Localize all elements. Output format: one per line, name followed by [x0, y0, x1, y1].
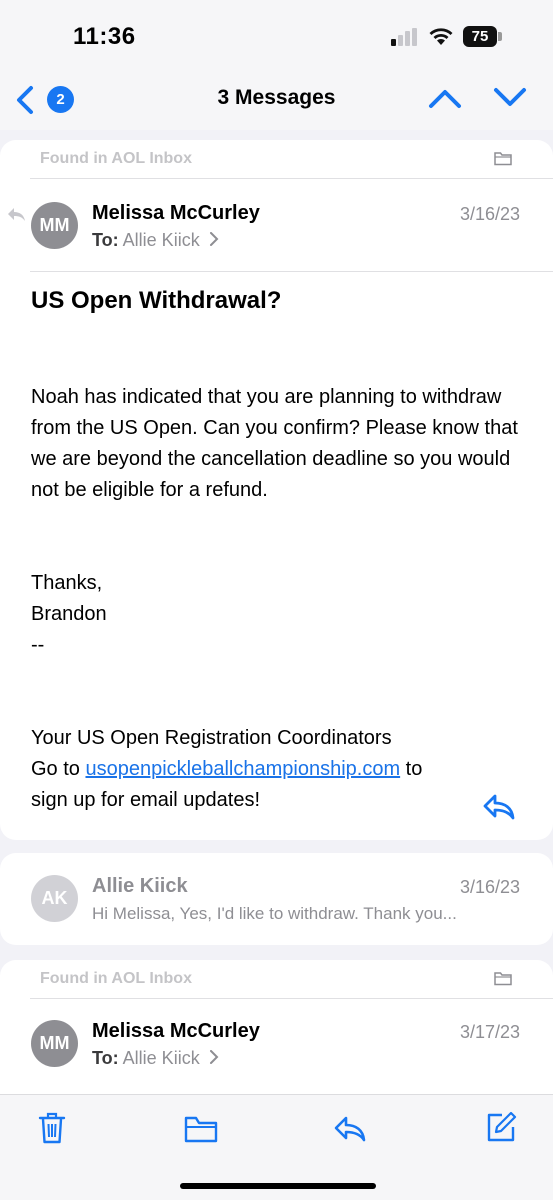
reply-icon[interactable] — [333, 1115, 367, 1143]
found-in-label: Found in AOL Inbox — [40, 970, 192, 987]
email-signoff: Thanks, Brandon -- — [31, 572, 107, 656]
to-label: To: — [92, 1048, 119, 1068]
trash-icon[interactable] — [37, 1111, 67, 1145]
recipient-name: Allie Kiick — [122, 1048, 200, 1068]
sender-name[interactable]: Allie Kiick — [92, 875, 188, 897]
cellular-signal-icon — [391, 28, 419, 46]
nav-bar — [0, 70, 553, 130]
message-card-partial[interactable] — [0, 960, 553, 1095]
folder-move-icon[interactable] — [184, 1115, 218, 1143]
compose-icon[interactable] — [485, 1111, 517, 1143]
message-date: 3/16/23 — [459, 877, 520, 897]
chevron-down-icon[interactable] — [493, 86, 527, 110]
wifi-icon — [428, 26, 454, 46]
message-card-expanded — [0, 140, 553, 840]
email-footer — [31, 692, 531, 816]
battery-indicator: 75 — [463, 26, 497, 47]
folder-icon[interactable] — [494, 151, 512, 166]
sender-name[interactable]: Melissa McCurley — [92, 1020, 260, 1042]
footer-line: Your US Open Registration Coordinators — [31, 727, 392, 749]
unread-badge[interactable]: 2 — [47, 86, 74, 113]
chevron-up-icon[interactable] — [428, 86, 462, 110]
footer-after-link: to — [400, 758, 423, 780]
found-in-label: Found in AOL Inbox — [40, 150, 192, 167]
recipient-name: Allie Kiick — [122, 230, 200, 250]
avatar[interactable]: AK — [31, 875, 78, 922]
email-body-paragraph: Noah has indicated that you are planning to withdraw from the US Open. Can you confirm? Please know that we are beyond the cancellation deadline so you would not be eligible for a refund. — [31, 386, 518, 501]
divider — [30, 271, 553, 272]
recipient-line[interactable] — [92, 1048, 220, 1069]
footer-line: sign up for email updates! — [31, 789, 261, 811]
chevron-right-icon — [208, 1050, 220, 1064]
message-date: 3/17/23 — [459, 1022, 520, 1042]
recipient-line[interactable] — [92, 230, 220, 251]
message-preview: Hi Melissa, Yes, I'd like to withdraw. Thank you... — [92, 904, 457, 923]
sender-name[interactable]: Melissa McCurley — [92, 202, 260, 224]
status-time: 11:36 — [73, 23, 136, 50]
divider — [30, 178, 553, 179]
replied-arrow-icon — [6, 206, 26, 222]
battery-nub — [498, 32, 502, 41]
reply-button-icon[interactable] — [482, 793, 516, 821]
status-bar — [0, 0, 553, 70]
email-subject: US Open Withdrawal? — [31, 287, 282, 314]
page-title: 3 Messages — [217, 86, 336, 109]
to-label: To: — [92, 230, 119, 250]
folder-icon[interactable] — [494, 971, 512, 986]
avatar[interactable]: MM — [31, 1020, 78, 1067]
home-indicator[interactable] — [180, 1183, 376, 1189]
avatar[interactable]: MM — [31, 202, 78, 249]
divider — [30, 998, 553, 999]
footer-go-to: Go to — [31, 758, 86, 780]
chevron-right-icon — [208, 232, 220, 246]
message-date: 3/16/23 — [459, 204, 520, 224]
message-card-collapsed[interactable] — [0, 853, 553, 945]
website-link[interactable]: usopenpickleballchampionship.com — [85, 758, 401, 780]
